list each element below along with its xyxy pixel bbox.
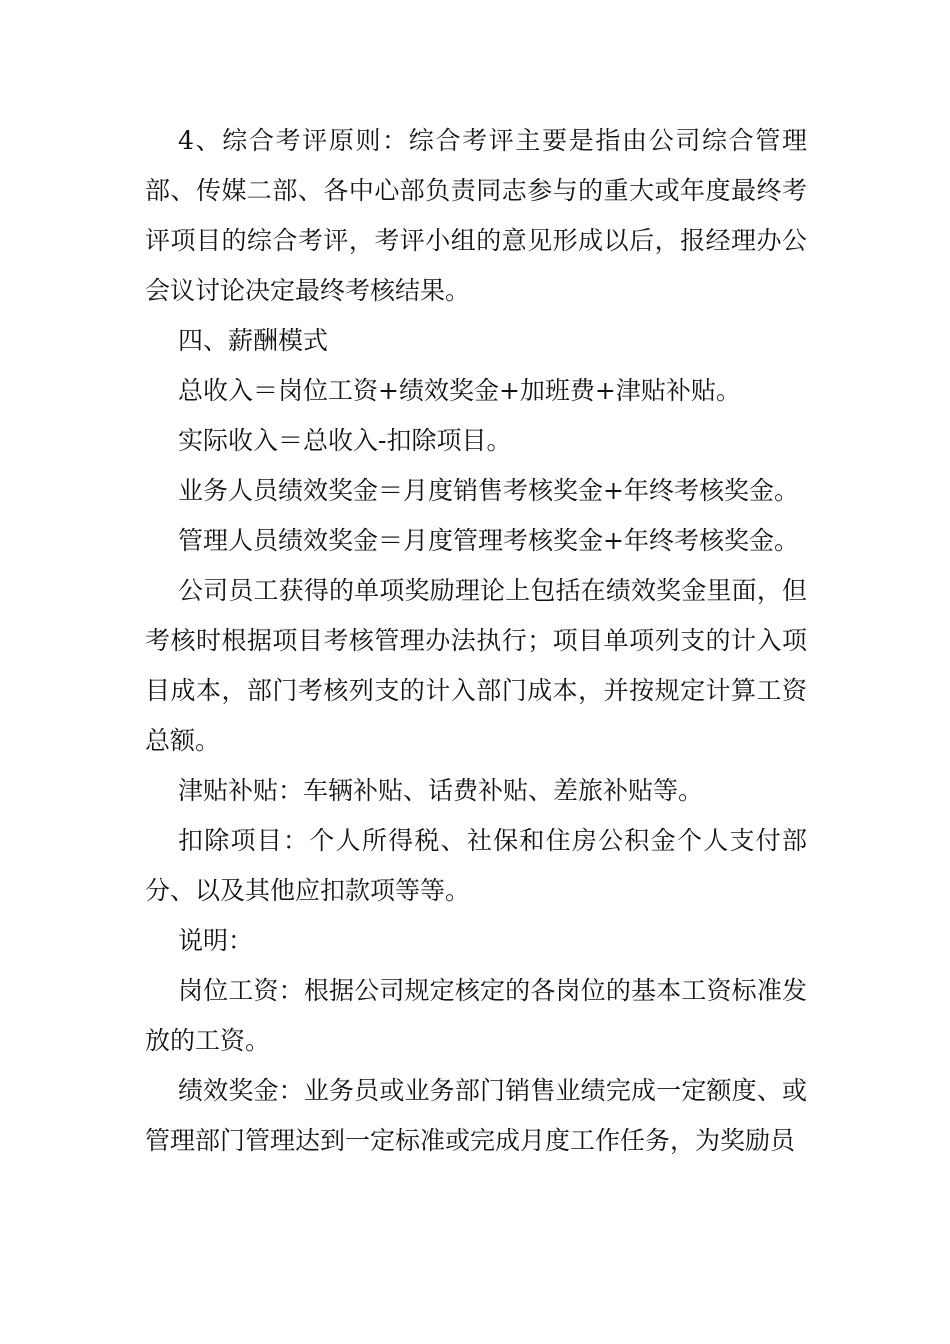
paragraph-comprehensive-evaluation: 4、综合考评原则：综合考评主要是指由公司综合管理部、传媒二部、各中心部负责同志参与的重大或年度最终考评项目的综合考评，考评小组的意见形成以后，报经理办公会议讨论决定最终考核结果。: [145, 126, 807, 305]
formula-management-bonus: 管理人员绩效奖金＝月度管理考核奖金+年终考核奖金。: [178, 526, 799, 555]
paragraph-performance-bonus: 绩效奖金：业务员或业务部门销售业绩完成一定额度、或管理部门管理达到一定标准或完成月度工作任务，为奖励员: [145, 1076, 807, 1155]
formula-total-income: 总收入＝岗位工资+绩效奖金+加班费+津贴补贴。: [178, 376, 741, 405]
section-heading-salary-model: 四、薪酬模式: [178, 326, 329, 355]
paragraph-allowances: 津贴补贴：车辆补贴、话费补贴、差旅补贴等。: [178, 776, 704, 805]
paragraph-position-salary: 岗位工资：根据公司规定核定的各岗位的基本工资标准发放的工资。: [145, 976, 807, 1055]
formula-sales-bonus: 业务人员绩效奖金＝月度销售考核奖金+年终考核奖金。: [178, 476, 799, 505]
paragraph-deductions: 扣除项目：个人所得税、社保和住房公积金个人支付部分、以及其他应扣款项等等。: [145, 826, 807, 905]
document-body: [145, 116, 807, 1166]
label-notes: 说明：: [178, 926, 254, 955]
paragraph-individual-awards: 公司员工获得的单项奖励理论上包括在绩效奖金里面，但考核时根据项目考核管理办法执行；项目单项列支的计入项目成本，部门考核列支的计入部门成本，并按规定计算工资总额。: [145, 576, 807, 755]
formula-actual-income: 实际收入＝总收入-扣除项目。: [178, 426, 512, 455]
